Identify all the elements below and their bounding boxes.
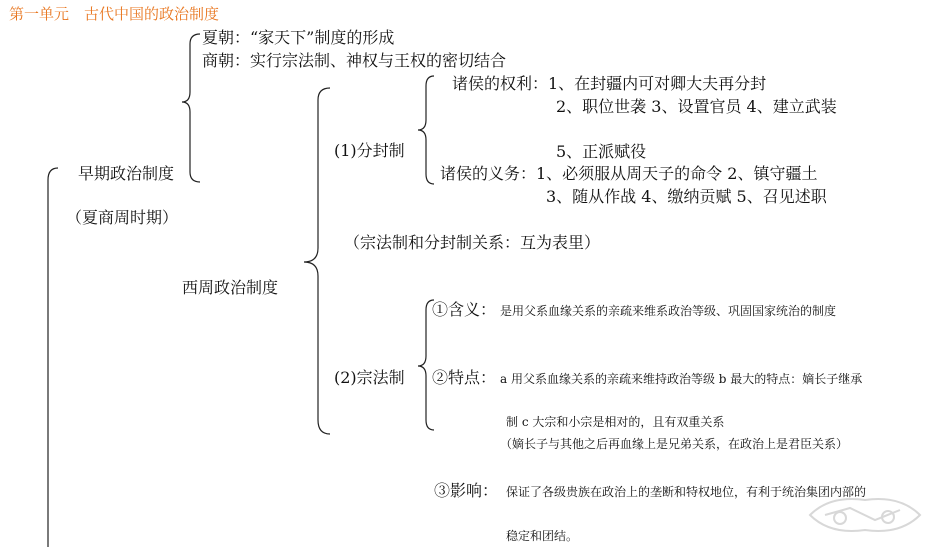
xia-dynasty-line: 夏朝：“家天下”制度的形成 [202,28,395,47]
page-title: 第一单元 古代中国的政治制度 [9,5,220,23]
vassal-rights-line-1: 诸侯的权利：1、在封疆内可对卿大夫再分封 [452,74,767,93]
vassal-rights-line-3: 5、正派赋役 [556,142,647,161]
main-left-bracket [48,168,58,547]
early-brace [182,34,200,182]
zongfa-meaning-head: ①含义： [432,300,497,319]
zongfa-meaning-body: 是用父系血缘关系的亲疏来维系政治等级、巩固国家统治的制度 [500,304,837,318]
western-zhou-brace [304,88,330,434]
zongfa-feature-body-1: a 用父系血缘关系的亲疏来维持政治等级 b 最大的特点：嫡长子继承 [500,372,863,386]
zongfa-label: (2)宗法制 [334,368,405,387]
zongfa-influence-body-2: 稳定和团结。 [506,529,579,543]
vassal-duties-line-1: 诸侯的义务：1、必须服从周天子的命令 2、镇守疆土 [440,164,818,183]
zongfa-feature-note: （嫡长子与其他之后再血缘上是兄弟关系，在政治上是君臣关系） [500,437,849,451]
vassal-rights-line-2: 2、职位世袭 3、设置官员 4、建立武装 [556,97,837,116]
fengjian-label: (1)分封制 [334,141,405,160]
western-zhou-label: 西周政治制度 [182,278,279,297]
zongfa-brace [418,300,434,430]
zongfa-influence-head: ③影响： [434,481,499,500]
vassal-duties-line-2: 3、随从作战 4、缴纳贡赋 5、召见述职 [546,187,827,206]
early-system-label: 早期政治制度 [78,164,175,183]
zongfa-feature-body-2: 制 c 大宗和小宗是相对的，且有双重关系 [506,415,725,429]
watermark-icon [800,490,930,540]
relation-note: （宗法制和分封制关系：互为表里） [344,233,601,252]
zongfa-influence-body-1: 保证了各级贵族在政治上的垄断和特权地位，有利于统治集团内部的 [506,485,867,499]
early-period-label: （夏商周时期） [66,208,179,227]
shang-dynasty-line: 商朝：实行宗法制、神权与王权的密切结合 [202,51,507,70]
fengjian-brace [418,76,434,184]
zongfa-feature-head: ②特点： [432,368,497,387]
